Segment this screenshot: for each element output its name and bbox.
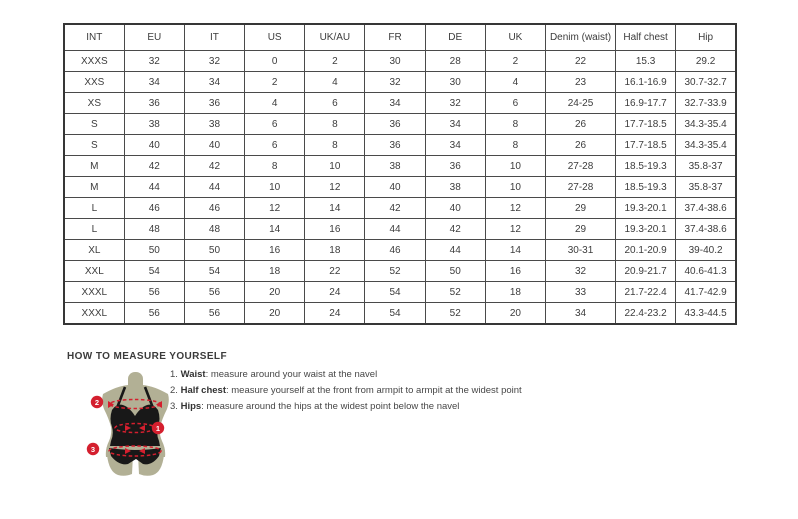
table-cell: 56 <box>184 303 244 325</box>
table-cell: 16.1-16.9 <box>616 72 676 93</box>
badge-half-chest <box>91 396 103 408</box>
table-cell: 12 <box>485 219 545 240</box>
table-cell: 36 <box>365 135 425 156</box>
measure-item-half-chest <box>170 386 522 396</box>
table-cell: 22.4-23.2 <box>616 303 676 325</box>
table-cell: 18.5-19.3 <box>616 177 676 198</box>
table-cell: 34.3-35.4 <box>676 135 736 156</box>
table-row <box>64 51 736 72</box>
size-table-head-row <box>64 24 736 51</box>
table-row <box>64 219 736 240</box>
table-cell: 38 <box>124 114 184 135</box>
table-cell: 6 <box>485 93 545 114</box>
measure-item-text: : measure around the hips at the widest point below the navel <box>201 401 460 412</box>
table-cell: 20 <box>245 282 305 303</box>
table-cell: 46 <box>124 198 184 219</box>
table-cell: 36 <box>184 93 244 114</box>
table-row <box>64 72 736 93</box>
table-cell: 40 <box>365 177 425 198</box>
table-cell: 54 <box>124 261 184 282</box>
table-cell: 27-28 <box>546 156 616 177</box>
column-header: Denim (waist) <box>546 24 616 51</box>
table-cell: 12 <box>485 198 545 219</box>
measure-instruction-list <box>170 370 522 418</box>
table-cell: 19.3-20.1 <box>616 198 676 219</box>
table-cell: L <box>64 198 124 219</box>
table-cell: 6 <box>305 93 365 114</box>
table-cell: 30-31 <box>546 240 616 261</box>
table-cell: 8 <box>485 135 545 156</box>
measure-diagram <box>82 371 174 479</box>
table-cell: XXXL <box>64 282 124 303</box>
table-cell: 19.3-20.1 <box>616 219 676 240</box>
badge-hips-number: 3 <box>90 444 96 454</box>
table-cell: 24 <box>305 303 365 325</box>
table-cell: 44 <box>365 219 425 240</box>
table-cell: 4 <box>485 72 545 93</box>
table-cell: 52 <box>425 303 485 325</box>
table-cell: 2 <box>245 72 305 93</box>
table-cell: 40 <box>425 198 485 219</box>
table-cell: 10 <box>485 156 545 177</box>
table-cell: 24 <box>305 282 365 303</box>
measure-item-term: Half chest <box>180 385 226 396</box>
table-cell: 6 <box>245 135 305 156</box>
table-cell: 27-28 <box>546 177 616 198</box>
badge-waist <box>152 422 164 434</box>
table-cell: 18.5-19.3 <box>616 156 676 177</box>
measure-item-number: 3. <box>170 401 178 412</box>
table-row <box>64 114 736 135</box>
table-row <box>64 156 736 177</box>
table-cell: 38 <box>365 156 425 177</box>
table-cell: 46 <box>184 198 244 219</box>
table-cell: S <box>64 114 124 135</box>
table-cell: 6 <box>245 114 305 135</box>
table-cell: 2 <box>485 51 545 72</box>
table-cell: 8 <box>305 114 365 135</box>
table-row <box>64 282 736 303</box>
table-cell: 16.9-17.7 <box>616 93 676 114</box>
table-cell: 10 <box>485 177 545 198</box>
column-header: IT <box>184 24 244 51</box>
size-chart-table <box>63 23 737 325</box>
table-cell: 34 <box>184 72 244 93</box>
table-cell: 32 <box>546 261 616 282</box>
table-cell: 4 <box>245 93 305 114</box>
table-cell: 10 <box>305 156 365 177</box>
table-cell: 21.7-22.4 <box>616 282 676 303</box>
table-cell: 22 <box>305 261 365 282</box>
table-cell: XL <box>64 240 124 261</box>
table-cell: 42 <box>365 198 425 219</box>
table-row <box>64 177 736 198</box>
table-cell: XXL <box>64 261 124 282</box>
measure-item-text: : measure around your waist at the navel <box>205 369 378 380</box>
table-cell: 18 <box>485 282 545 303</box>
table-cell: 50 <box>425 261 485 282</box>
table-cell: 17.7-18.5 <box>616 114 676 135</box>
table-cell: 2 <box>305 51 365 72</box>
table-cell: 10 <box>245 177 305 198</box>
table-cell: XXXL <box>64 303 124 325</box>
measure-item-hips <box>170 402 522 412</box>
table-cell: 48 <box>184 219 244 240</box>
table-cell: XXXS <box>64 51 124 72</box>
table-cell: 14 <box>305 198 365 219</box>
table-cell: 38 <box>184 114 244 135</box>
table-row <box>64 261 736 282</box>
column-header: FR <box>365 24 425 51</box>
table-cell: 40.6-41.3 <box>676 261 736 282</box>
table-cell: 28 <box>425 51 485 72</box>
table-row <box>64 240 736 261</box>
table-row <box>64 303 736 325</box>
table-cell: 26 <box>546 135 616 156</box>
table-cell: 34 <box>124 72 184 93</box>
table-cell: 37.4-38.6 <box>676 219 736 240</box>
table-cell: 34 <box>365 93 425 114</box>
column-header: Hip <box>676 24 736 51</box>
table-cell: M <box>64 156 124 177</box>
table-cell: 52 <box>365 261 425 282</box>
table-cell: 42 <box>184 156 244 177</box>
measure-item-number: 2. <box>170 385 178 396</box>
table-cell: 54 <box>184 261 244 282</box>
table-cell: 30 <box>425 72 485 93</box>
table-cell: 34.3-35.4 <box>676 114 736 135</box>
table-cell: 35.8-37 <box>676 156 736 177</box>
table-cell: 44 <box>425 240 485 261</box>
table-cell: 56 <box>124 303 184 325</box>
table-cell: 32 <box>124 51 184 72</box>
table-cell: 43.3-44.5 <box>676 303 736 325</box>
table-cell: 37.4-38.6 <box>676 198 736 219</box>
table-cell: 36 <box>425 156 485 177</box>
table-cell: 42 <box>425 219 485 240</box>
table-cell: 16 <box>305 219 365 240</box>
table-cell: 14 <box>485 240 545 261</box>
table-cell: 34 <box>546 303 616 325</box>
size-chart-section <box>63 23 737 325</box>
table-cell: 40 <box>184 135 244 156</box>
table-cell: S <box>64 135 124 156</box>
table-cell: 56 <box>184 282 244 303</box>
table-cell: 20 <box>245 303 305 325</box>
table-cell: 14 <box>245 219 305 240</box>
table-cell: 36 <box>365 114 425 135</box>
table-cell: 34 <box>425 114 485 135</box>
table-cell: 8 <box>245 156 305 177</box>
column-header: INT <box>64 24 124 51</box>
table-cell: 20.9-21.7 <box>616 261 676 282</box>
size-table-body <box>64 51 736 325</box>
table-cell: 32.7-33.9 <box>676 93 736 114</box>
measure-item-waist <box>170 370 522 380</box>
column-header: DE <box>425 24 485 51</box>
table-row <box>64 198 736 219</box>
table-cell: 30.7-32.7 <box>676 72 736 93</box>
measure-item-term: Waist <box>180 369 206 380</box>
table-cell: 12 <box>245 198 305 219</box>
table-cell: 40 <box>124 135 184 156</box>
measure-item-term: Hips <box>180 401 202 412</box>
table-cell: 32 <box>184 51 244 72</box>
badge-waist-number: 1 <box>155 423 161 433</box>
badge-half-chest-number: 2 <box>94 397 100 407</box>
column-header: UK/AU <box>305 24 365 51</box>
table-cell: 50 <box>124 240 184 261</box>
table-cell: 44 <box>184 177 244 198</box>
table-cell: 46 <box>365 240 425 261</box>
table-cell: 18 <box>305 240 365 261</box>
table-cell: 41.7-42.9 <box>676 282 736 303</box>
table-cell: 54 <box>365 303 425 325</box>
column-header: EU <box>124 24 184 51</box>
table-cell: 23 <box>546 72 616 93</box>
table-cell: 20 <box>485 303 545 325</box>
table-cell: 8 <box>305 135 365 156</box>
table-cell: 39-40.2 <box>676 240 736 261</box>
table-cell: 4 <box>305 72 365 93</box>
table-cell: XXS <box>64 72 124 93</box>
table-cell: 24-25 <box>546 93 616 114</box>
table-cell: 35.8-37 <box>676 177 736 198</box>
column-header: Half chest <box>616 24 676 51</box>
table-cell: M <box>64 177 124 198</box>
table-cell: L <box>64 219 124 240</box>
table-cell: 44 <box>124 177 184 198</box>
table-cell: 16 <box>245 240 305 261</box>
table-cell: 15.3 <box>616 51 676 72</box>
table-cell: 33 <box>546 282 616 303</box>
table-cell: 30 <box>365 51 425 72</box>
table-row <box>64 135 736 156</box>
table-cell: 48 <box>124 219 184 240</box>
table-cell: 38 <box>425 177 485 198</box>
table-cell: 16 <box>485 261 545 282</box>
table-row <box>64 93 736 114</box>
table-cell: 29.2 <box>676 51 736 72</box>
table-cell: 34 <box>425 135 485 156</box>
table-cell: 52 <box>425 282 485 303</box>
table-cell: 54 <box>365 282 425 303</box>
table-cell: 22 <box>546 51 616 72</box>
table-cell: 32 <box>365 72 425 93</box>
table-cell: 18 <box>245 261 305 282</box>
measure-item-number: 1. <box>170 369 178 380</box>
table-cell: 56 <box>124 282 184 303</box>
column-header: US <box>245 24 305 51</box>
table-cell: 29 <box>546 198 616 219</box>
table-cell: 0 <box>245 51 305 72</box>
table-cell: 26 <box>546 114 616 135</box>
table-cell: 20.1-20.9 <box>616 240 676 261</box>
measure-section-heading: HOW TO MEASURE YOURSELF <box>67 351 227 362</box>
table-cell: 50 <box>184 240 244 261</box>
badge-hips <box>87 443 99 455</box>
column-header: UK <box>485 24 545 51</box>
measure-item-text: : measure yourself at the front from armpit to armpit at the widest point <box>225 385 522 396</box>
table-cell: 12 <box>305 177 365 198</box>
table-cell: 36 <box>124 93 184 114</box>
table-cell: 32 <box>425 93 485 114</box>
table-cell: XS <box>64 93 124 114</box>
table-cell: 29 <box>546 219 616 240</box>
table-cell: 8 <box>485 114 545 135</box>
table-cell: 42 <box>124 156 184 177</box>
table-cell: 17.7-18.5 <box>616 135 676 156</box>
